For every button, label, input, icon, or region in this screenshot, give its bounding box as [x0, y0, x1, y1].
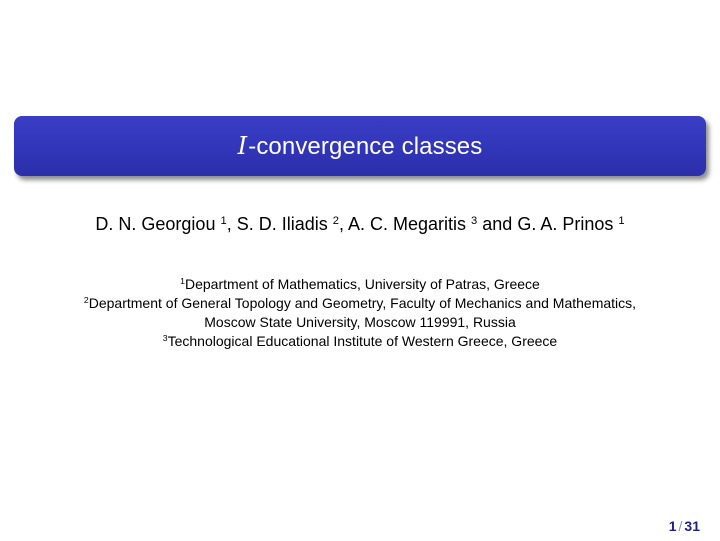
- author-separator: ,: [338, 214, 348, 234]
- author-affiliation-mark: 1: [220, 214, 227, 227]
- total-pages: 31: [684, 518, 700, 534]
- affiliation-item-continued: [0, 313, 720, 332]
- title-text: -convergence classes: [248, 132, 483, 160]
- affiliation-text: Department of General Topology and Geometry, Faculty of Mechanics and Mathematics,: [88, 295, 637, 311]
- affiliation-list: [0, 275, 720, 351]
- current-page: 1: [668, 518, 677, 534]
- affiliation-mark: 3: [162, 333, 168, 344]
- affiliation-text: Moscow State University, Moscow 119991, Russia: [204, 314, 516, 330]
- title-symbol: I: [237, 131, 248, 160]
- author-separator: and: [477, 214, 518, 234]
- author-affiliation-mark: 1: [618, 214, 625, 227]
- slide-title-bar: [14, 116, 706, 176]
- affiliation-item: [0, 275, 720, 294]
- page-number: [669, 518, 700, 534]
- author-list: [0, 214, 720, 235]
- author-affiliation-mark: 2: [332, 214, 339, 227]
- affiliation-text: Technological Educational Institute of Western Greece, Greece: [167, 333, 558, 349]
- author-name: G. A. Prinos: [517, 214, 614, 234]
- author-name: A. C. Megaritis: [348, 214, 467, 234]
- author-affiliation-mark: 3: [471, 214, 478, 227]
- affiliation-text: Department of Mathematics, University of Patras, Greece: [185, 276, 540, 292]
- affiliation-mark: 2: [83, 295, 89, 306]
- page-separator: /: [678, 518, 683, 534]
- author-separator: ,: [226, 214, 237, 234]
- affiliation-item: [0, 294, 720, 313]
- author-name: D. N. Georgiou: [95, 214, 216, 234]
- author-name: S. D. Iliadis: [236, 214, 328, 234]
- slide-title: [238, 132, 483, 161]
- affiliation-item: [0, 332, 720, 351]
- affiliation-mark: 1: [180, 276, 185, 287]
